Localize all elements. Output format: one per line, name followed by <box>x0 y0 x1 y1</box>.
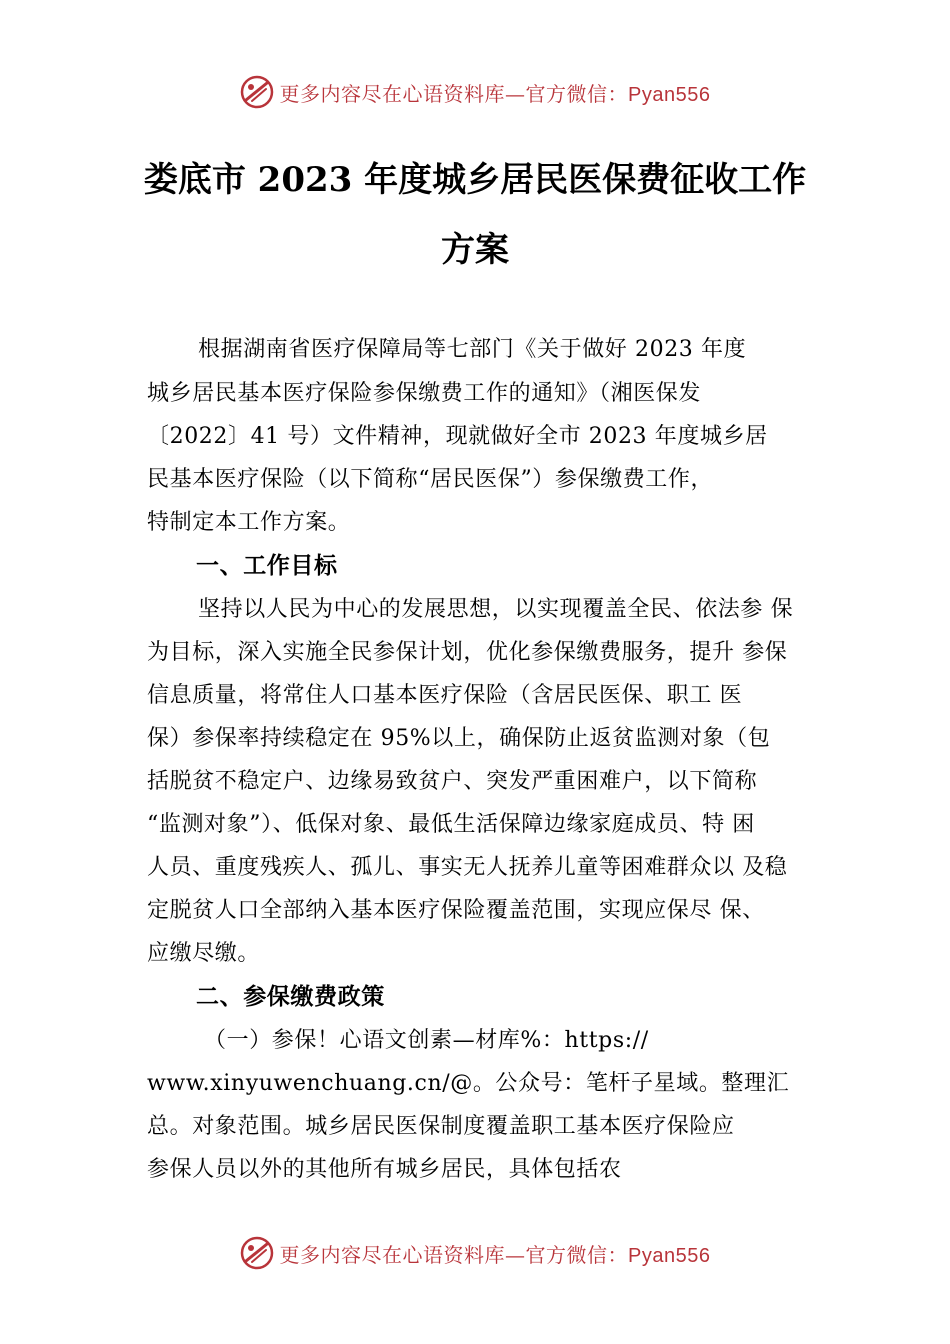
body-line: 根据湖南省医疗保障局等七部门《关于做好 2023 年度 <box>198 337 747 362</box>
body-line: 民基本医疗保险（以下简称“居民医保”）参保缴费工作， <box>147 467 714 492</box>
body-line: 人员、重度残疾人、孤儿、事实无人抚养儿童等困难群众以 及稳 <box>147 855 788 880</box>
header-watermark-banner <box>0 72 950 112</box>
body-line: 坚持以人民为中心的发展思想，以实现覆盖全民、依法参 保 <box>198 597 794 622</box>
body-line: “监测对象”）、低保对象、最低生活保障边缘家庭成员、特 困 <box>147 812 755 837</box>
body-line: www.xinyuwenchuang.cn/@。公众号：笔杆子星域。整理汇 <box>147 1071 790 1096</box>
body-line: 〔2022〕41 号）文件精神，现就做好全市 2023 年度城乡居 <box>147 424 768 449</box>
body-line: 应缴尽缴。 <box>147 941 261 966</box>
body-line: 为目标，深入实施全民参保计划，优化参保缴费服务，提升 参保 <box>147 640 788 665</box>
document-title-line-2: 方案 <box>441 230 509 270</box>
banner-text: 更多内容尽在心语资料库—官方微信：Pyan556 <box>279 1242 711 1267</box>
body-line: 参保人员以外的其他所有城乡居民，具体包括农 <box>147 1157 622 1182</box>
section-heading-1: 一、工作目标 <box>196 553 338 579</box>
body-line: 保）参保率持续稳定在 95%以上，确保防止返贫监测对象（包 <box>147 726 771 751</box>
footer-watermark-banner <box>0 1233 950 1273</box>
body-line: 特制定本工作方案。 <box>147 510 351 535</box>
body-line: （一）参保！心语文创素—材库%：https:// <box>204 1028 649 1053</box>
section-heading-2: 二、参保缴费政策 <box>196 984 385 1010</box>
brand-logo-icon <box>240 75 274 109</box>
banner-text: 更多内容尽在心语资料库—官方微信：Pyan556 <box>279 81 711 106</box>
body-line: 信息质量，将常住人口基本医疗保险（含居民医保、职工 医 <box>147 683 743 708</box>
brand-logo-icon <box>240 1236 274 1270</box>
document-title-line-1: 娄底市 2023 年度城乡居民医保费征收工作 <box>143 160 807 200</box>
body-line: 括脱贫不稳定户、边缘易致贫户、突发严重困难户，以下简称 <box>147 769 758 794</box>
body-line: 总。对象范围。城乡居民医保制度覆盖职工基本医疗保险应 <box>147 1114 735 1139</box>
body-line: 定脱贫人口全部纳入基本医疗保险覆盖范围，实现应保尽 保、 <box>147 898 765 923</box>
wechat-id: Pyan556 <box>628 1244 711 1267</box>
body-line: 城乡居民基本医疗保险参保缴费工作的通知》（湘医保发 <box>147 381 702 406</box>
wechat-id: Pyan556 <box>628 83 711 106</box>
